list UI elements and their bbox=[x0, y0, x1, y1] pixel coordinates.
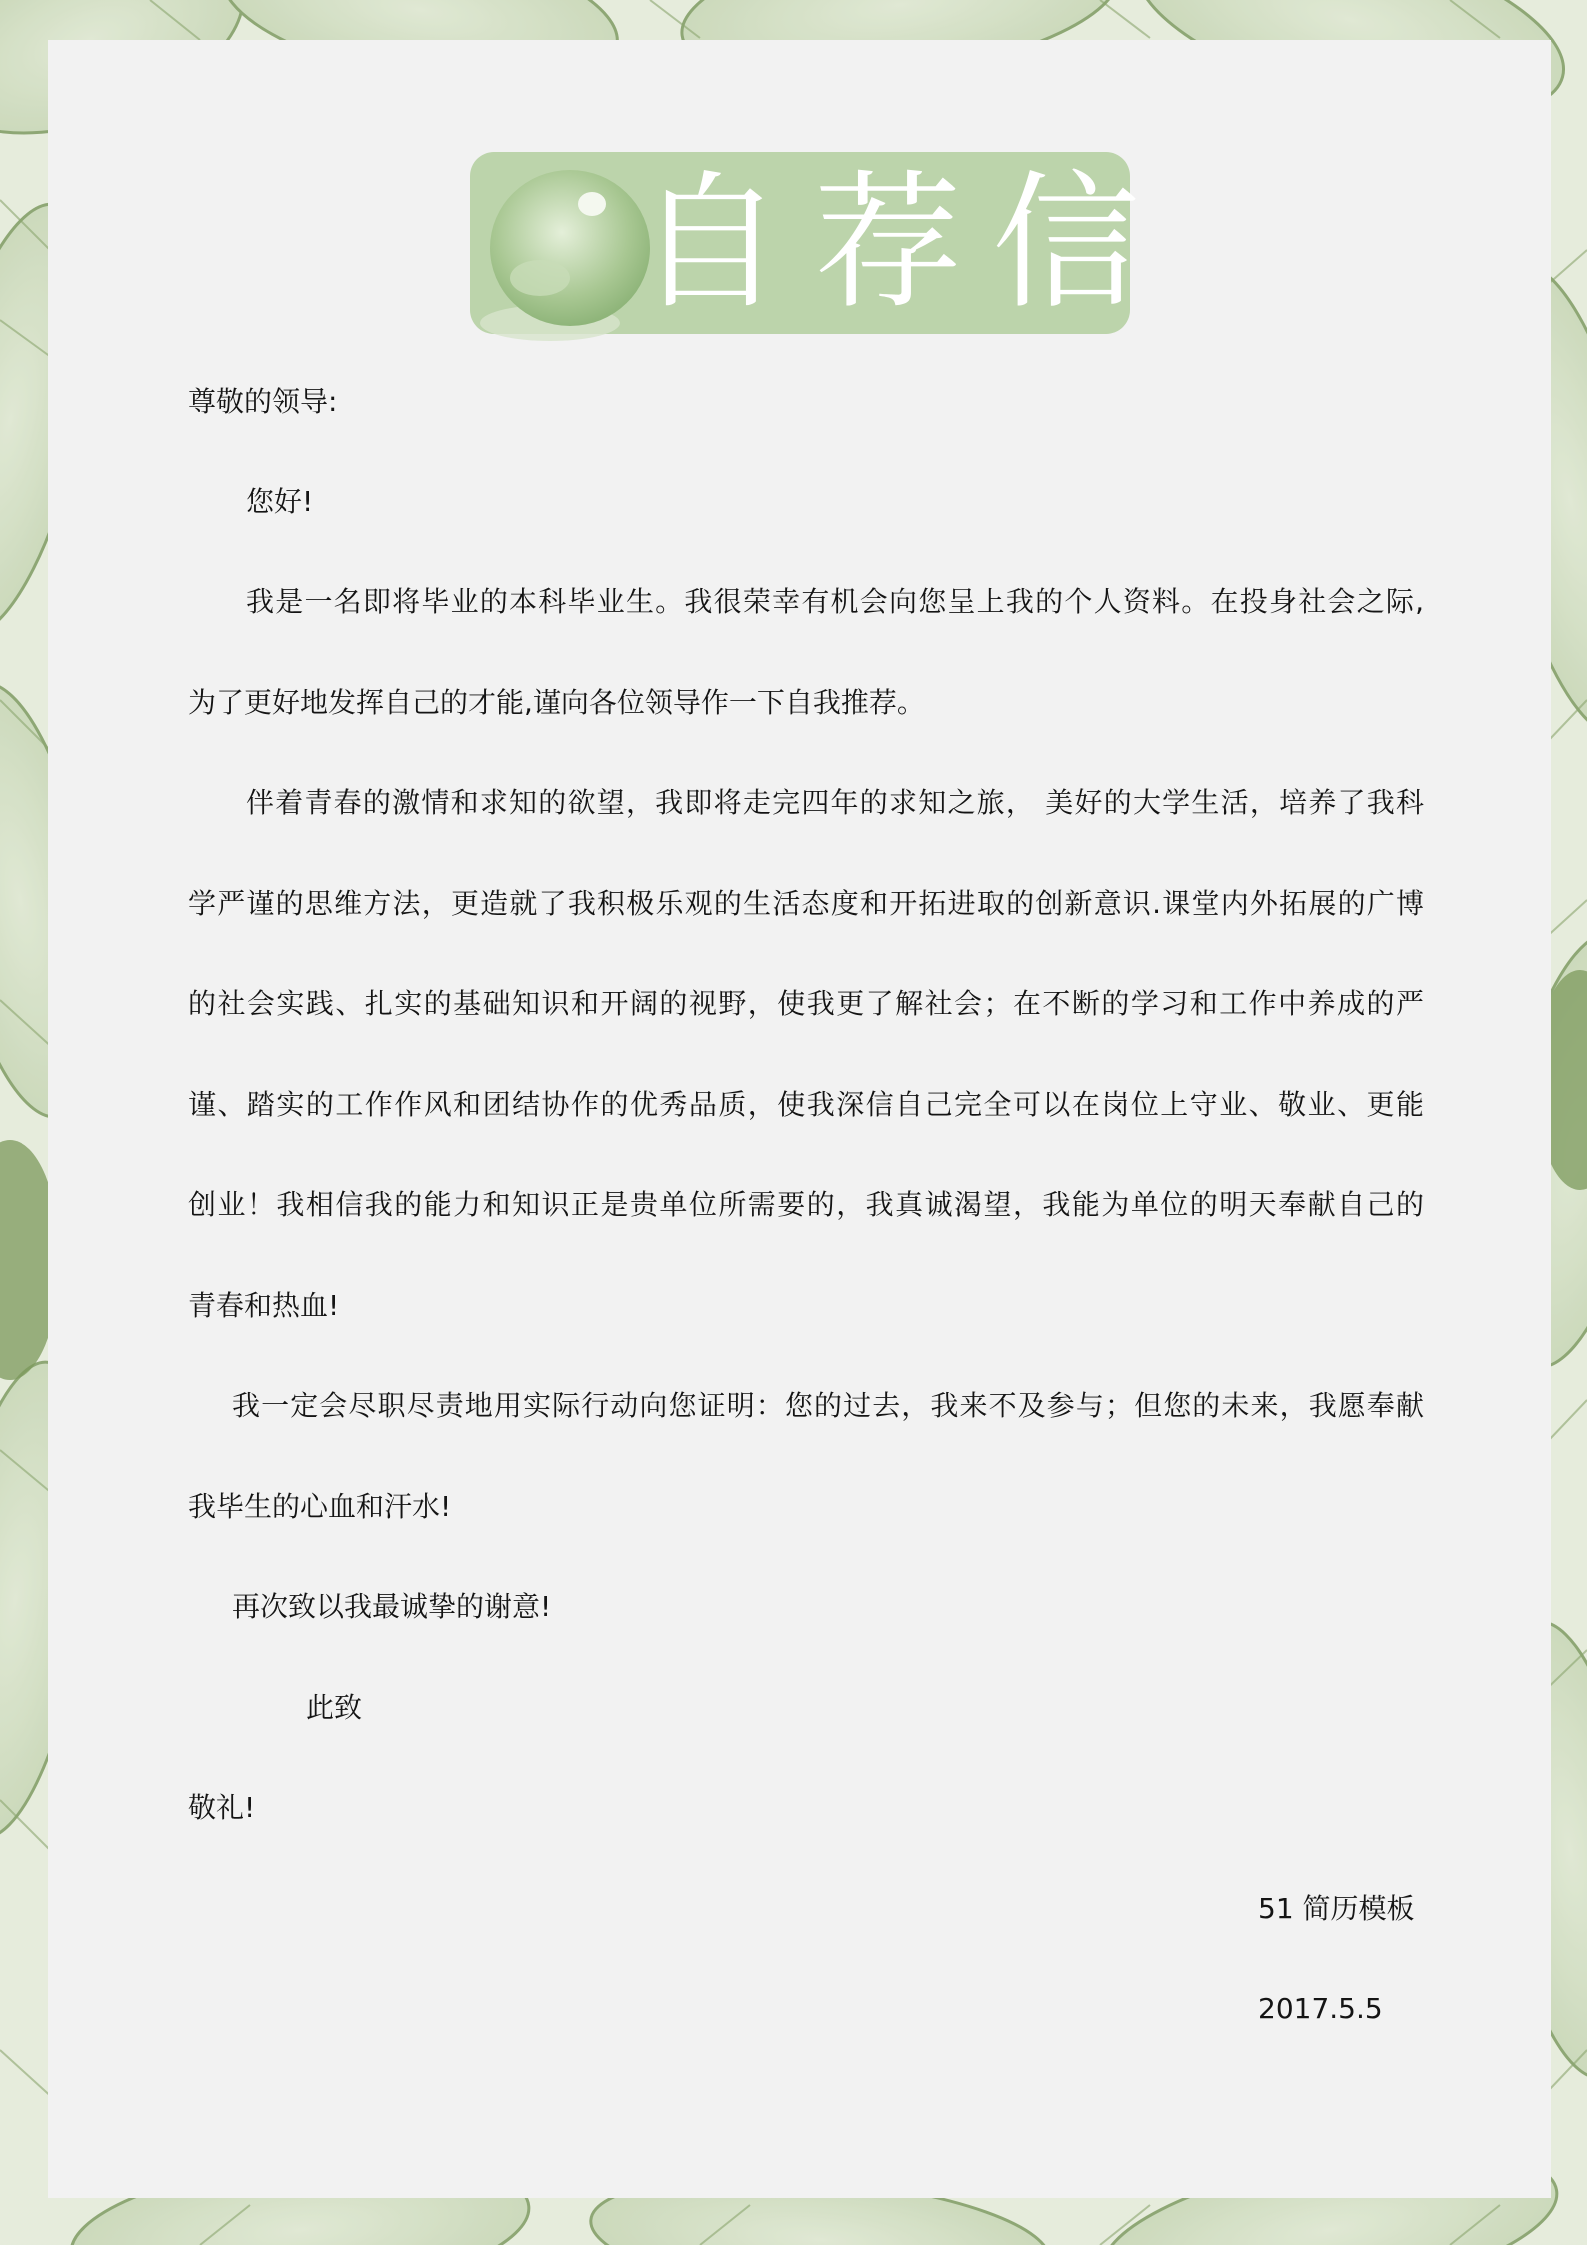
date: 2017.5.5 bbox=[1258, 1992, 1383, 2025]
intro-line: 我是一名即将毕业的本科毕业生。我很荣幸有机会向您呈上我的个人资料。在投身社会之际, bbox=[246, 585, 1424, 618]
body-line: 伴着青春的激情和求知的欲望，我即将走完四年的求知之旅， 美好的大学生活，培养了我科 bbox=[246, 786, 1424, 819]
promise-line: 我毕生的心血和汗水! bbox=[188, 1490, 452, 1523]
water-drop-shine bbox=[510, 260, 570, 296]
promise-line: 我一定会尽职尽责地用实际行动向您证明：您的过去，我来不及参与；但您的未来，我愿奉献 bbox=[232, 1389, 1424, 1422]
greeting: 您好! bbox=[246, 485, 314, 518]
body-line: 的社会实践、扎实的基础知识和开阔的视野，使我更了解社会；在不断的学习和工作中养成的严 bbox=[188, 987, 1424, 1020]
body-line: 学严谨的思维方法，更造就了我积极乐观的生活态度和开拓进取的创新意识.课堂内外拓展的广博 bbox=[188, 887, 1424, 920]
intro-line: 为了更好地发挥自己的才能,谨向各位领导作一下自我推荐。 bbox=[188, 686, 925, 719]
signature: 51 简历模板 bbox=[1258, 1892, 1415, 1925]
body-line: 创业！我相信我的能力和知识正是贵单位所需要的，我真诚渴望，我能为单位的明天奉献自己的 bbox=[188, 1188, 1424, 1221]
water-drop-highlight bbox=[578, 192, 606, 216]
closing-line: 此致 bbox=[306, 1691, 363, 1724]
regards-line: 敬礼! bbox=[188, 1791, 256, 1824]
water-drop-icon bbox=[490, 170, 650, 326]
body-line: 青春和热血! bbox=[188, 1289, 340, 1322]
salutation: 尊敬的领导: bbox=[188, 385, 338, 418]
letter-title: 自荐信 bbox=[636, 157, 1170, 329]
body-line: 谨、踏实的工作作风和团结协作的优秀品质，使我深信自己完全可以在岗位上守业、敬业、更能 bbox=[188, 1088, 1424, 1121]
thanks-line: 再次致以我最诚挚的谢意! bbox=[232, 1590, 552, 1623]
